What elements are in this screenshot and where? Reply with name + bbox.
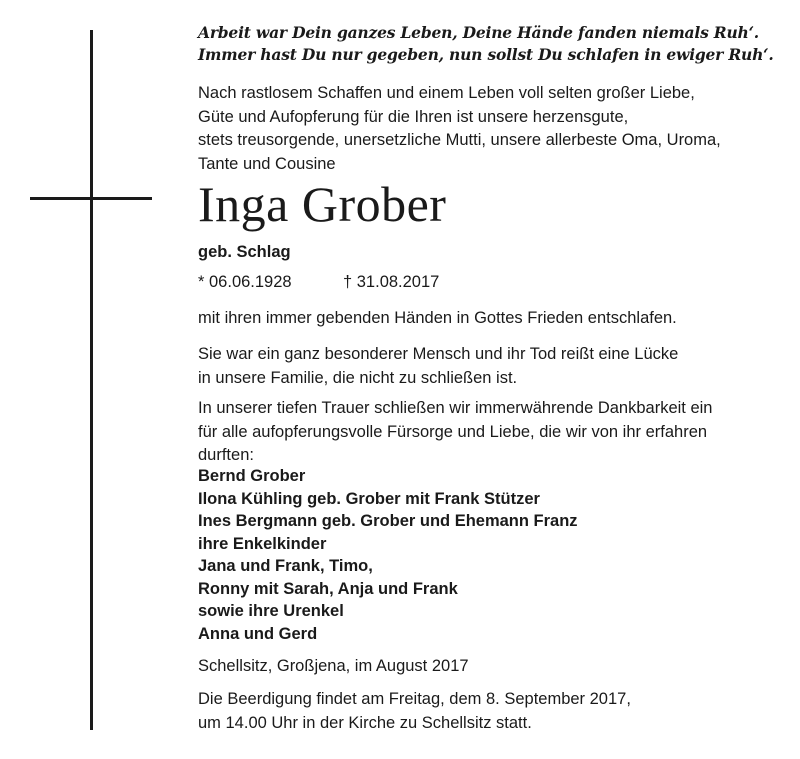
family-line: Ines Bergmann geb. Grober und Ehemann Franz <box>198 512 578 530</box>
place-and-date: Schellsitz, Großjena, im August 2017 <box>198 657 469 675</box>
gratitude-line: In unserer tiefen Trauer schließen wir immerwährende Dankbarkeit ein <box>198 399 713 417</box>
passing-statement: mit ihren immer gebenden Händen in Gottes Frieden entschlafen. <box>198 309 677 327</box>
family-list <box>198 465 578 645</box>
funeral-line: Die Beerdigung findet am Freitag, dem 8. September 2017, <box>198 690 631 708</box>
cross-horizontal-bar <box>30 197 152 200</box>
intro-paragraph <box>198 82 788 176</box>
family-line: Anna und Gerd <box>198 624 318 643</box>
gratitude-paragraph <box>198 397 788 468</box>
intro-line: Nach rastlosem Schaffen und einem Leben voll selten großer Liebe, <box>198 84 695 102</box>
birth-date: * 06.06.1928 <box>198 273 292 291</box>
funeral-line: um 14.00 Uhr in der Kirche zu Schellsitz statt. <box>198 713 532 732</box>
intro-line: stets treusorgende, unersetzliche Mutti, unsere allerbeste Oma, Uroma, <box>198 131 721 149</box>
funeral-notice <box>198 688 788 735</box>
family-line: Jana und Frank, Timo, <box>198 557 373 575</box>
intro-line: Güte und Aufopferung für die Ihren ist unsere herzensgute, <box>198 107 629 126</box>
family-line: Ronny mit Sarah, Anja und Frank <box>198 579 458 598</box>
gratitude-line: durften: <box>198 446 254 464</box>
intro-line: Tante und Cousine <box>198 154 336 173</box>
family-line: Ilona Kühling geb. Grober mit Frank Stützer <box>198 489 540 508</box>
gratitude-line: für alle aufopferungsvolle Fürsorge und Liebe, die wir von ihr erfahren <box>198 422 708 441</box>
maiden-name: geb. Schlag <box>198 243 291 261</box>
motto-line: Arbeit war Dein ganzes Leben, Deine Hände fanden niemals Ruh‘. <box>198 23 760 42</box>
motto-verse <box>198 22 788 66</box>
family-line: sowie ihre Urenkel <box>198 602 344 620</box>
deceased-name: Inga Grober <box>198 176 447 232</box>
tribute-paragraph <box>198 343 788 390</box>
family-line: Bernd Grober <box>198 467 306 485</box>
death-date: † 31.08.2017 <box>343 273 440 291</box>
life-dates <box>198 271 440 294</box>
motto-line: Immer hast Du nur gegeben, nun sollst Du schlafen in ewiger Ruh‘. <box>198 45 774 64</box>
cross-vertical-bar <box>90 30 93 730</box>
tribute-line: in unsere Familie, die nicht zu schließen ist. <box>198 368 518 387</box>
tribute-line: Sie war ein ganz besonderer Mensch und ihr Tod reißt eine Lücke <box>198 345 679 363</box>
family-line: ihre Enkelkinder <box>198 534 327 553</box>
